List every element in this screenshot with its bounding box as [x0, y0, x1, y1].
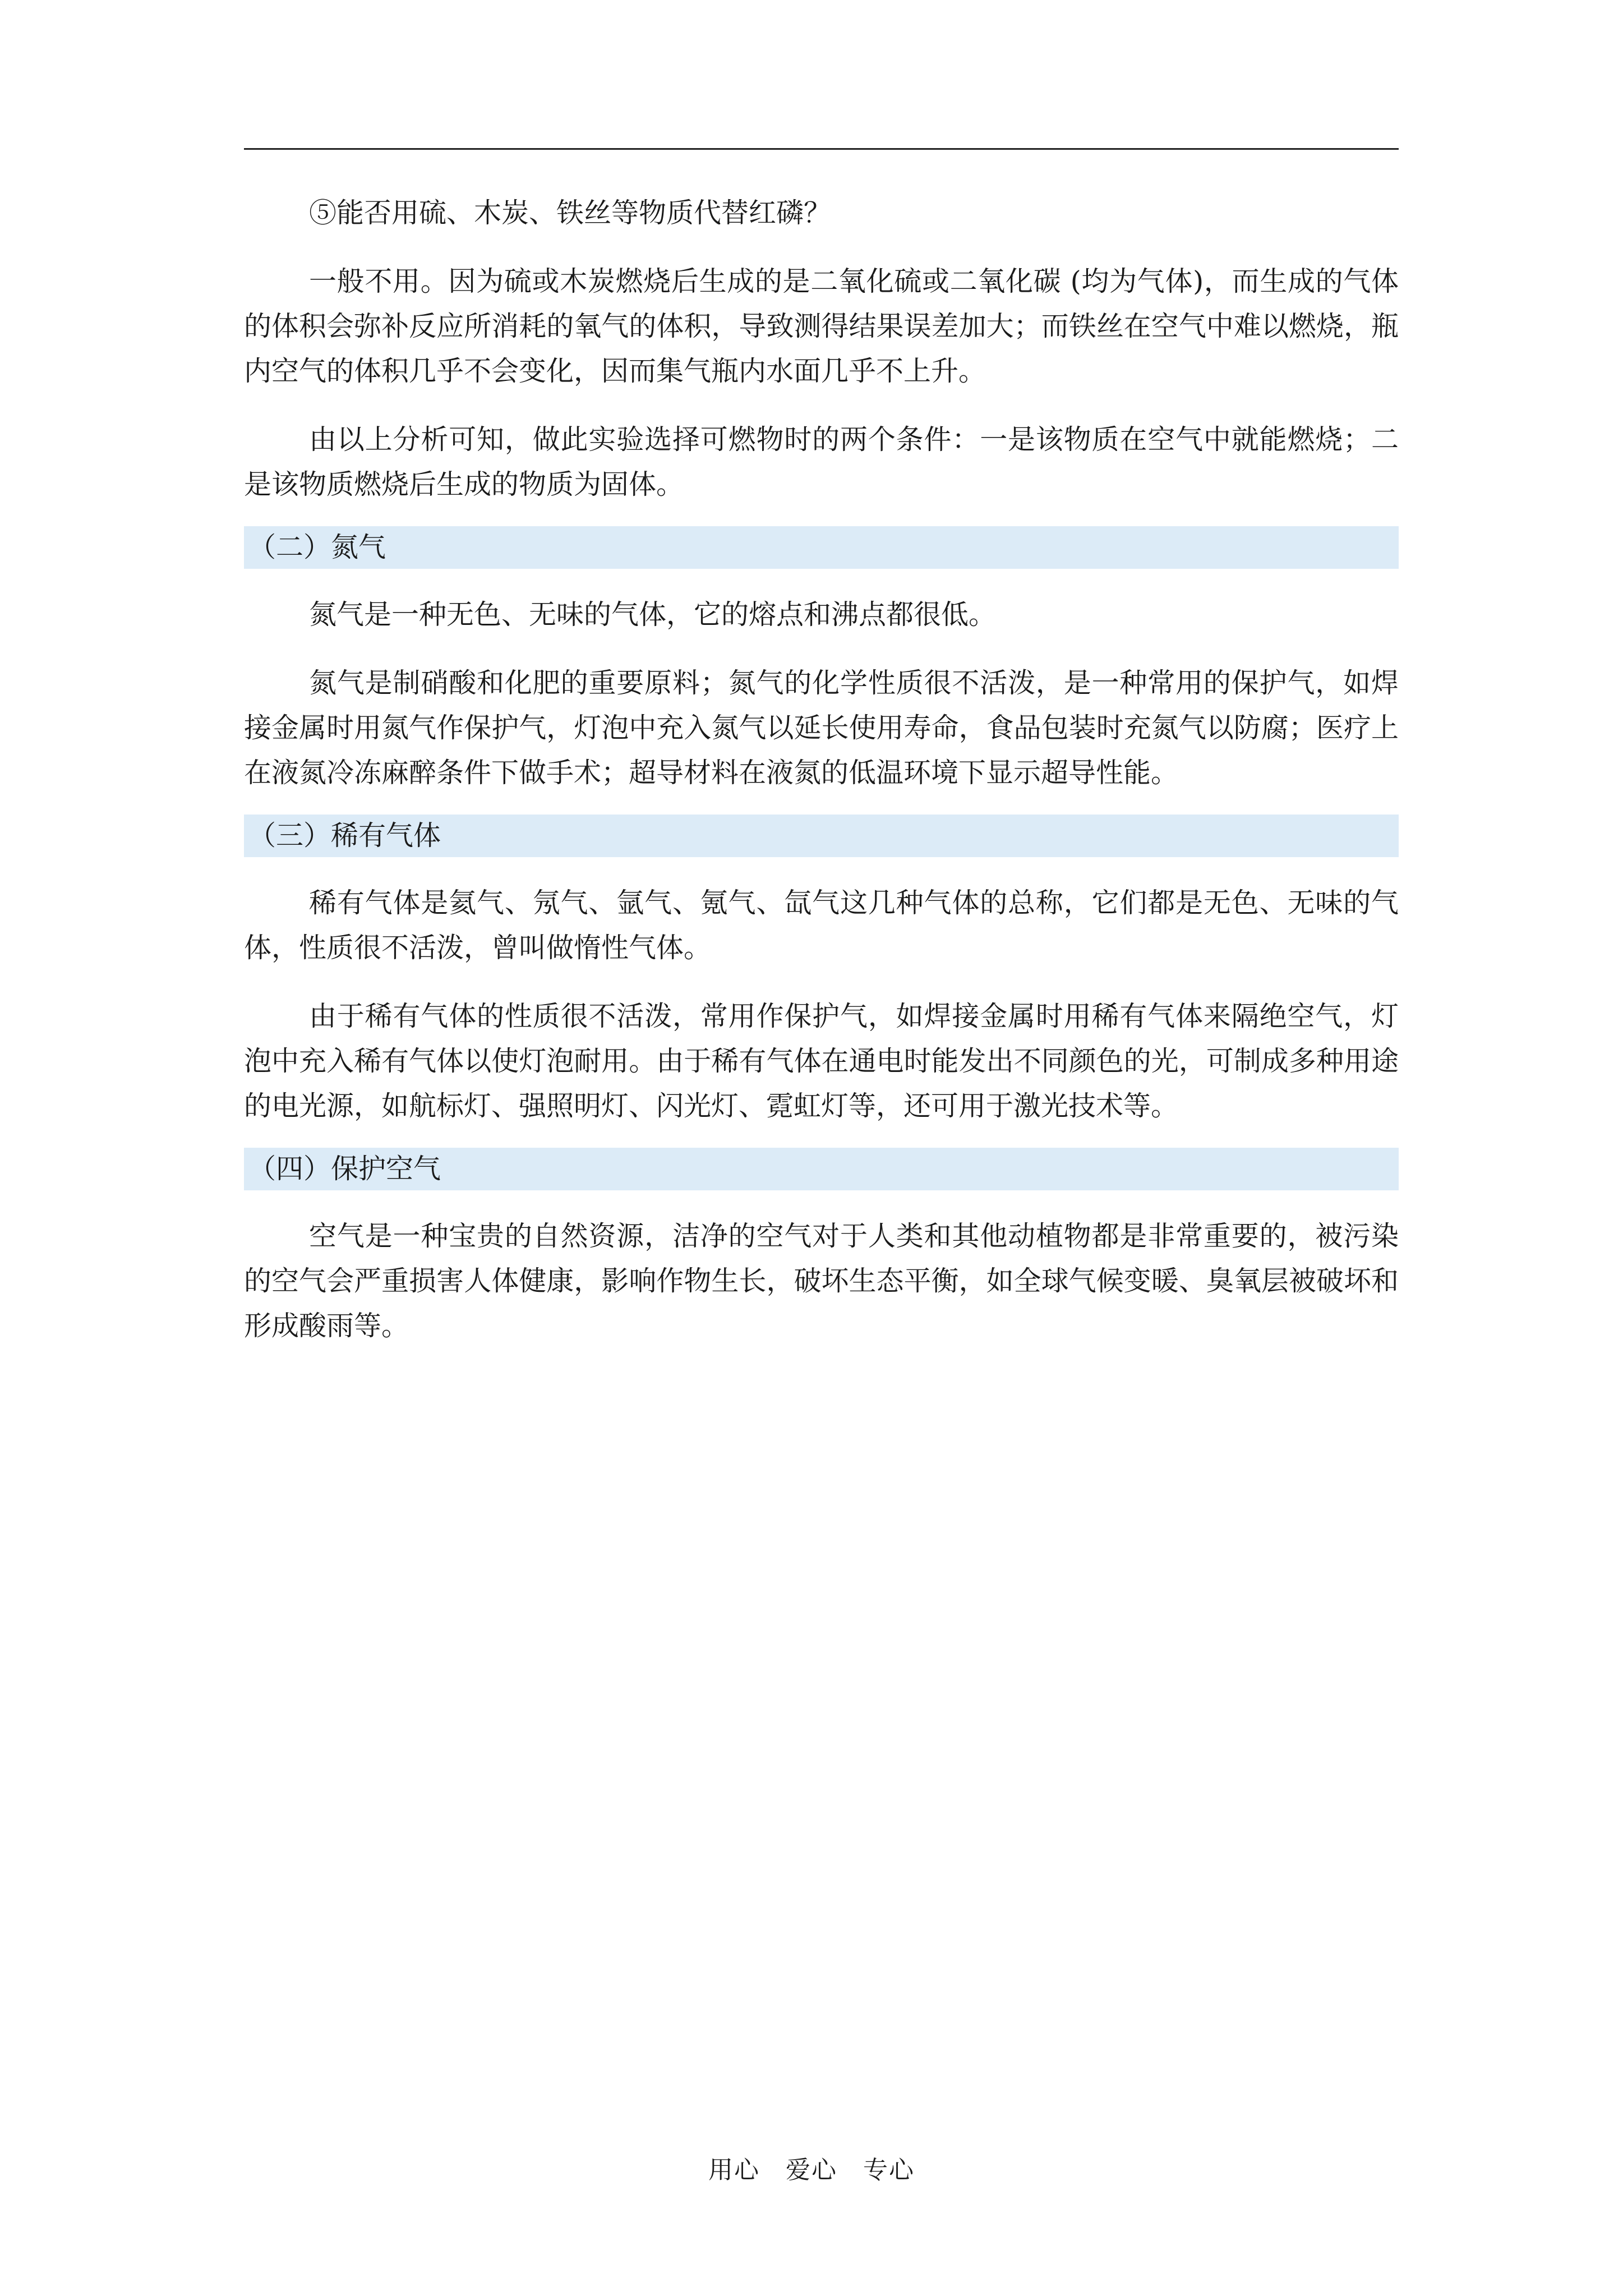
nitrogen-paragraph-1: 氮气是一种无色、无味的气体，它的熔点和沸点都很低。: [309, 599, 997, 631]
section-heading-noble-gases: （三）稀有气体: [244, 815, 1399, 857]
page-footer: 用心 爱心 专心: [708, 2156, 915, 2184]
section-heading-protect-air: （四）保护空气: [244, 1148, 1399, 1190]
document-body: [244, 191, 1399, 1349]
conclusion-paragraph: 由以上分析可知，做此实验选择可燃物时的两个条件：一是该物质在空气中就能燃烧；二是该物质燃烧后生成的物质为固体。: [244, 424, 1399, 500]
protect-air-paragraph-1: 空气是一种宝贵的自然资源，洁净的空气对于人类和其他动植物都是非常重要的，被污染的空气会严重损害人体健康，影响作物生长，破坏生态平衡，如全球气候变暖、臭氧层被破坏和形成酸雨等。: [244, 1220, 1399, 1342]
nitrogen-paragraph-2: 氮气是制硝酸和化肥的重要原料；氮气的化学性质很不活泼，是一种常用的保护气，如焊接金属时用氮气作保护气，灯泡中充入氮气以延长使用寿命，食品包装时充氮气以防腐；医疗上在液氮冷冻麻醉条件下做手术；超导材料在液氮的低温环境下显示超导性能。: [244, 667, 1399, 789]
noble-gases-paragraph-1: 稀有气体是氦气、氖气、氩气、氪气、氙气这几种气体的总称，它们都是无色、无味的气体，性质很不活泼，曾叫做惰性气体。: [244, 887, 1399, 964]
question-5: ⑤能否用硫、木炭、铁丝等物质代替红磷？: [309, 197, 832, 229]
header-rule: [244, 148, 1399, 150]
noble-gases-paragraph-2: 由于稀有气体的性质很不活泼，常用作保护气，如焊接金属时用稀有气体来隔绝空气，灯泡中充入稀有气体以使灯泡耐用。由于稀有气体在通电时能发出不同颜色的光，可制成多种用途的电光源，如航标灯、强照明灯、闪光灯、霓虹灯等，还可用于激光技术等。: [244, 1000, 1399, 1122]
question-5-answer: 一般不用。因为硫或木炭燃烧后生成的是二氧化硫或二氧化碳 (均为气体)，而生成的气体的体积会弥补反应所消耗的氧气的体积，导致测得结果误差加大；而铁丝在空气中难以燃烧，瓶内空气的体积几乎不会变化，因而集气瓶内水面几乎不上升。: [244, 265, 1399, 387]
section-heading-nitrogen: （二）氮气: [244, 526, 1399, 569]
